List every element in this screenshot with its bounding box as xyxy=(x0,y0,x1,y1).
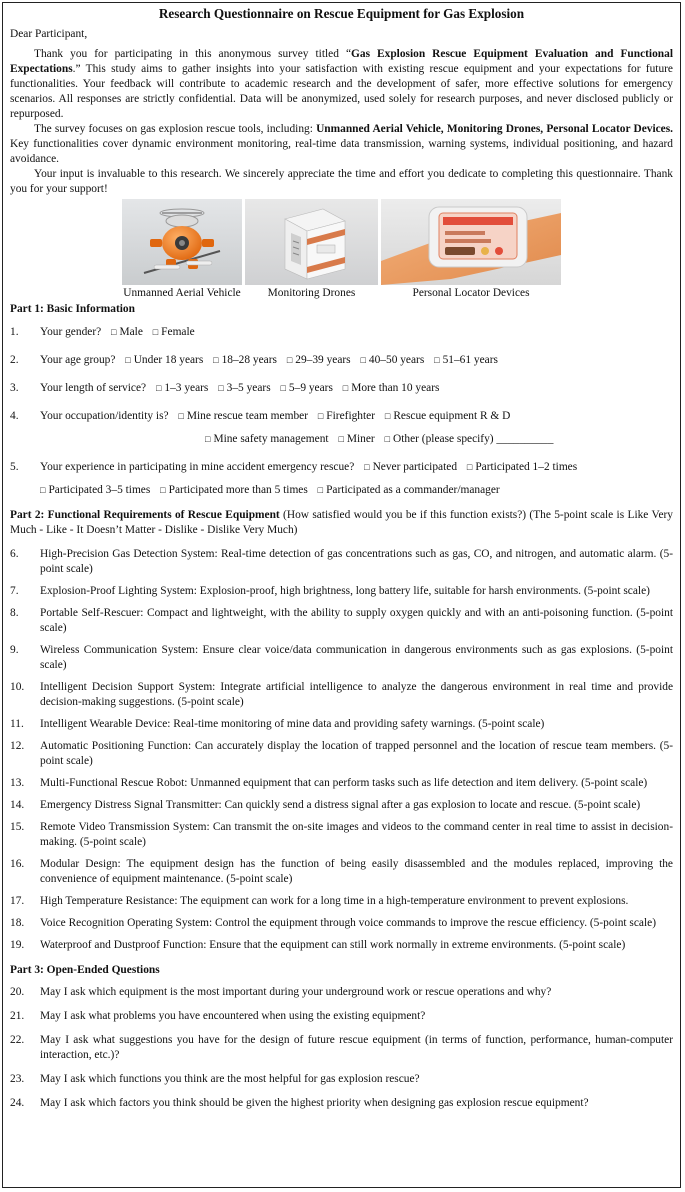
intro-p2-end: Key functionalities cover dynamic environment monitoring, real-time data transmission, warning systems, individual positioning, and hazard avoidance. xyxy=(10,138,673,165)
figure-locator-device xyxy=(381,199,561,300)
question-text: Intelligent Decision Support System: Integrate artificial intelligence to analyze the dangerous environment in real time and provide decision-making suggestions. (5-point scale) xyxy=(40,681,673,708)
intro-paragraph-3: Your input is invaluable to this research. We sincerely appreciate the time and effort you dedicate to completing this questionnaire. Thank you for your support! xyxy=(10,168,673,195)
question-number: 4. xyxy=(10,410,19,422)
checkbox-icon[interactable]: □ xyxy=(213,355,219,365)
question-18 xyxy=(10,916,673,931)
checkbox-icon[interactable]: □ xyxy=(384,434,391,444)
part3-question-list xyxy=(10,985,673,1111)
checkbox-option[interactable] xyxy=(40,483,150,498)
figure-uav xyxy=(122,199,242,300)
checkbox-option[interactable] xyxy=(153,325,195,340)
checkbox-icon[interactable]: □ xyxy=(280,383,286,393)
question-body xyxy=(40,325,673,340)
option-label: 3–5 years xyxy=(226,382,271,394)
option-label: 1–3 years xyxy=(164,382,209,394)
question-number: 16. xyxy=(10,858,25,870)
question-number: 6. xyxy=(10,548,19,560)
document-title: Research Questionnaire on Rescue Equipment for Gas Explosion xyxy=(158,6,525,21)
question-13 xyxy=(10,776,673,791)
question-4 xyxy=(10,409,673,424)
question-11 xyxy=(10,717,673,732)
option-label: Mine safety management xyxy=(213,433,329,445)
checkbox-option[interactable] xyxy=(360,353,424,368)
option-label: Under 18 years xyxy=(133,354,204,366)
equipment-figures xyxy=(10,199,673,300)
intro-p2-start: The survey focuses on gas explosion rescue tools, including: xyxy=(34,123,317,135)
question-number: 13. xyxy=(10,777,25,789)
question-20 xyxy=(10,985,673,1000)
question-number: 24. xyxy=(10,1097,25,1109)
question-number: 17. xyxy=(10,895,25,907)
question-text: Explosion-Proof Lighting System: Explosion-proof, high brightness, long battery life, suitable for harsh environments. (5-point scale) xyxy=(40,585,650,597)
question-text: Emergency Distress Signal Transmitter: Can quickly send a distress signal after a gas explosion to locate and rescue. (5-point scale) xyxy=(40,799,641,811)
question-number: 9. xyxy=(10,644,19,656)
question-17 xyxy=(10,894,673,909)
option-label: Male xyxy=(119,326,143,338)
option-label: 5–9 years xyxy=(288,382,333,394)
questionnaire-document xyxy=(2,2,681,1188)
option-label: Participated more than 5 times xyxy=(168,484,308,496)
checkbox-icon[interactable]: □ xyxy=(286,355,293,365)
question-body xyxy=(40,409,673,424)
part2-title: Part 2: Functional Requirements of Rescue Equipment xyxy=(10,509,280,521)
question-text: Your gender? xyxy=(40,326,102,338)
question-9 xyxy=(10,643,673,673)
figure-caption: Personal Locator Devices xyxy=(412,287,530,299)
checkbox-option[interactable] xyxy=(213,353,277,368)
checkbox-option[interactable] xyxy=(280,381,332,396)
checkbox-icon[interactable]: □ xyxy=(342,383,349,393)
question-15 xyxy=(10,820,673,850)
checkbox-icon[interactable]: □ xyxy=(155,383,162,393)
part2-scale-note: (How satisfied would you be if this function exists?) (The 5-point scale is Like Very Much - Like - It Doesn’t Matter - Dislike - Dislike Very Much) xyxy=(10,509,673,536)
option-label: More than 10 years xyxy=(351,382,440,394)
question-text: Your age group? xyxy=(40,354,116,366)
part3-heading: Part 3: Open-Ended Questions xyxy=(10,964,160,976)
checkbox-option[interactable] xyxy=(338,432,374,447)
checkbox-icon[interactable]: □ xyxy=(178,411,184,421)
question-text: Multi-Functional Rescue Robot: Unmanned equipment that can perform tasks such as life detection and item delivery. (5-point scale) xyxy=(40,777,648,789)
checkbox-icon[interactable]: □ xyxy=(160,485,166,495)
figure-monitoring-drone xyxy=(245,199,378,300)
equipment-list: Unmanned Aerial Vehicle, Monitoring Drones, Personal Locator Devices. xyxy=(316,123,674,135)
checkbox-icon[interactable]: □ xyxy=(384,411,391,421)
checkbox-icon[interactable]: □ xyxy=(205,434,211,444)
question-number: 18. xyxy=(10,917,25,929)
monitoring-drone-image xyxy=(245,199,378,285)
question-4-continued xyxy=(10,432,673,447)
option-label: 51–61 years xyxy=(442,354,498,366)
checkbox-option[interactable] xyxy=(385,409,511,424)
question-text: May I ask which functions you think are the most helpful for gas explosion rescue? xyxy=(40,1073,420,1085)
checkbox-option[interactable] xyxy=(218,381,270,396)
question-text: May I ask which factors you think should be given the highest priority when designing gas explosion rescue equipment? xyxy=(40,1097,589,1109)
option-label: Never participated xyxy=(372,461,458,473)
question-text: High Temperature Resistance: The equipment can work for a long time in a high-temperature environment to prevent explosions. xyxy=(40,895,629,907)
uav-image xyxy=(122,199,242,285)
option-label: Participated 1–2 times xyxy=(475,461,578,473)
question-12 xyxy=(10,739,673,769)
checkbox-option[interactable] xyxy=(434,353,498,368)
question-number: 10. xyxy=(10,681,25,693)
question-number: 7. xyxy=(10,585,19,597)
figure-caption: Monitoring Drones xyxy=(267,287,356,299)
question-number: 15. xyxy=(10,821,25,833)
checkbox-icon[interactable]: □ xyxy=(218,383,224,393)
question-10 xyxy=(10,680,673,710)
question-text: Intelligent Wearable Device: Real-time monitoring of mine data and providing safety warnings. (5-point scale) xyxy=(40,718,545,730)
intro-paragraph-1 xyxy=(10,47,673,122)
option-label: Participated 3–5 times xyxy=(48,484,151,496)
checkbox-icon[interactable]: □ xyxy=(360,355,366,365)
checkbox-icon[interactable]: □ xyxy=(364,462,370,472)
question-number: 20. xyxy=(10,986,25,998)
option-label: Female xyxy=(161,326,195,338)
survey-name: Gas Explosion Rescue Equipment Evaluation and Functional Expectations xyxy=(10,48,673,75)
question-number: 8. xyxy=(10,607,19,619)
question-text: High-Precision Gas Detection System: Real-time detection of gas concentrations such as gas, CO, and nitrogen, and automatic alarm. (5-point scale) xyxy=(40,548,673,575)
question-number: 21. xyxy=(10,1010,25,1022)
checkbox-option[interactable] xyxy=(364,460,457,475)
question-text: Your occupation/identity is? xyxy=(40,410,169,422)
option-label: Other (please specify) __________ xyxy=(393,433,554,445)
question-text: Wireless Communication System: Ensure clear voice/data communication in dangerous environments such as gas explosions. (5-point scale) xyxy=(40,644,673,671)
question-22 xyxy=(10,1033,673,1063)
question-3 xyxy=(10,381,673,396)
question-number: 5. xyxy=(10,461,19,473)
question-6 xyxy=(10,547,673,577)
checkbox-icon[interactable]: □ xyxy=(152,327,159,337)
figure-caption: Unmanned Aerial Vehicle xyxy=(123,287,241,299)
part2-heading xyxy=(10,508,673,538)
part1-heading: Part 1: Basic Information xyxy=(10,303,135,315)
question-7 xyxy=(10,584,673,599)
question-body xyxy=(40,381,673,396)
question-body xyxy=(40,353,673,368)
question-8 xyxy=(10,606,673,636)
checkbox-icon[interactable]: □ xyxy=(434,355,440,365)
question-number: 11. xyxy=(10,718,24,730)
question-number: 3. xyxy=(10,382,19,394)
question-text: Portable Self-Rescuer: Compact and lightweight, with the ability to supply oxygen quickly and with an anti-poisoning function. (5-point scale) xyxy=(40,607,673,634)
question-number: 12. xyxy=(10,740,25,752)
checkbox-option[interactable] xyxy=(156,381,208,396)
checkbox-icon[interactable]: □ xyxy=(125,355,131,365)
option-label: Firefighter xyxy=(326,410,376,422)
intro-p1-end: .” This study aims to gather insights into your satisfaction with existing rescue equipment and your expectations for future functionalities. Your feedback will contribute to academic research and the development of safer, more effective solutions for emergency scenarios. All responses are strictly confidential. Data will be anonymized, used solely for research purposes, and never disclosed publicly or repurposed. xyxy=(10,63,673,120)
part2-question-list xyxy=(10,547,673,953)
question-16 xyxy=(10,857,673,887)
option-label: 40–50 years xyxy=(368,354,425,366)
checkbox-icon[interactable]: □ xyxy=(466,462,473,472)
question-number: 14. xyxy=(10,799,25,811)
question-text: Your experience in participating in mine accident emergency rescue? xyxy=(40,461,355,473)
checkbox-option[interactable] xyxy=(467,460,577,475)
question-text: Voice Recognition Operating System: Control the equipment through voice commands to improve the rescue efficiency. (5-point scale) xyxy=(40,917,656,929)
question-23 xyxy=(10,1072,673,1087)
intro-p1-start: Thank you for participating in this anonymous survey titled “ xyxy=(34,48,352,60)
option-label: Rescue equipment R & D xyxy=(393,410,511,422)
question-text: May I ask what problems you have encountered when using the existing equipment? xyxy=(40,1010,426,1022)
checkbox-option[interactable] xyxy=(178,409,308,424)
checkbox-icon[interactable]: □ xyxy=(338,434,344,444)
option-label: 29–39 years xyxy=(295,354,351,366)
question-text: May I ask what suggestions you have for the design of future rescue equipment (in terms of function, performance, human-computer interaction, etc.)? xyxy=(40,1034,673,1061)
question-text: Remote Video Transmission System: Can transmit the on-site images and videos to the command center in real time to assist in decision-making. (5-point scale) xyxy=(40,821,673,848)
question-text: Modular Design: The equipment design has the function of being easily disassembled and the modules replaced, improving the convenience of equipment maintenance. (5-point scale) xyxy=(40,858,673,885)
question-number: 2. xyxy=(10,354,19,366)
checkbox-icon[interactable]: □ xyxy=(111,327,117,337)
question-1 xyxy=(10,325,673,340)
checkbox-option[interactable] xyxy=(318,409,375,424)
question-14 xyxy=(10,798,673,813)
checkbox-option[interactable] xyxy=(287,353,351,368)
checkbox-option[interactable] xyxy=(111,325,143,340)
question-19 xyxy=(10,938,673,953)
question-number: 23. xyxy=(10,1073,25,1085)
question-5 xyxy=(10,460,673,475)
question-number: 19. xyxy=(10,939,25,951)
intro-paragraph-2 xyxy=(10,122,673,167)
option-label: 18–28 years xyxy=(221,354,277,366)
option-label: Participated as a commander/manager xyxy=(326,484,500,496)
question-5-continued xyxy=(10,483,673,498)
option-label: Mine rescue team member xyxy=(186,410,308,422)
checkbox-option[interactable] xyxy=(385,432,554,447)
question-number: 22. xyxy=(10,1034,25,1046)
question-24 xyxy=(10,1096,673,1111)
checkbox-option[interactable] xyxy=(125,353,203,368)
question-text: Your length of service? xyxy=(40,382,147,394)
checkbox-icon[interactable]: □ xyxy=(317,411,324,421)
greeting: Dear Participant, xyxy=(10,28,88,40)
checkbox-option[interactable] xyxy=(205,432,329,447)
checkbox-option[interactable] xyxy=(160,483,308,498)
checkbox-option[interactable] xyxy=(343,381,440,396)
checkbox-icon[interactable]: □ xyxy=(40,485,46,495)
question-21 xyxy=(10,1009,673,1024)
question-number: 1. xyxy=(10,326,19,338)
question-text: Automatic Positioning Function: Can accurately display the location of trapped personnel and the location of rescue team members. (5-point scale) xyxy=(40,740,673,767)
question-text: May I ask which equipment is the most important during your underground work or rescue operations and why? xyxy=(40,986,552,998)
checkbox-option[interactable] xyxy=(318,483,500,498)
locator-device-image xyxy=(381,199,561,285)
checkbox-icon[interactable]: □ xyxy=(317,485,324,495)
option-label: Miner xyxy=(346,433,375,445)
question-text: Waterproof and Dustproof Function: Ensure that the equipment can still work normally in extreme environments. (5-point scale) xyxy=(40,939,626,951)
question-2 xyxy=(10,353,673,368)
question-body xyxy=(40,460,673,475)
